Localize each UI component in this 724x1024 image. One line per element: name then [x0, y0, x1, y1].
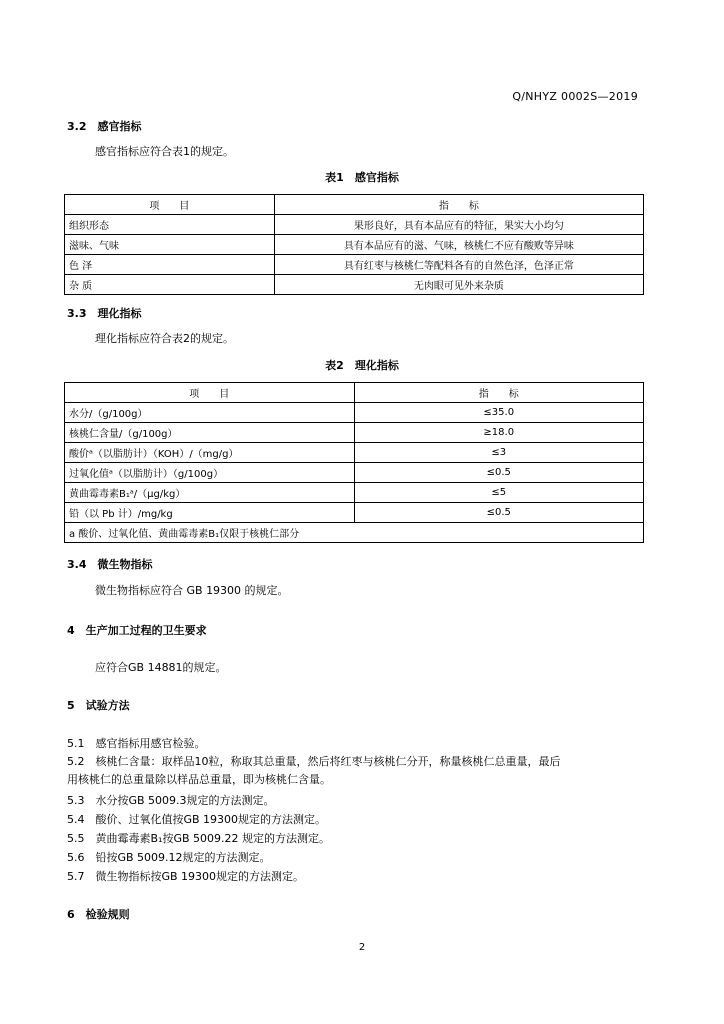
table-cell: 滋味、气味: [65, 235, 275, 255]
table-header-cell: 项 目: [65, 195, 275, 215]
table-cell: 具有本品应有的滋、气味，核桃仁不应有酸败等异味: [274, 235, 643, 255]
section-5-item: 5.5 黄曲霉毒素B₁按GB 5009.22 规定的方法测定。: [67, 832, 330, 845]
section-5-item: 5.7 微生物指标按GB 19300规定的方法测定。: [67, 870, 305, 883]
table-row: [65, 463, 644, 483]
table-cell: 组织形态: [65, 215, 275, 235]
table-row: [65, 483, 644, 503]
table2-caption: 表2 理化指标: [325, 359, 399, 372]
table-row: [65, 255, 644, 275]
table-row: [65, 503, 644, 523]
table-header-row: [65, 195, 644, 215]
table-note-row: [65, 523, 644, 543]
table-cell: ≤0.5: [354, 463, 643, 483]
table-header-cell: 指 标: [274, 195, 643, 215]
table1-caption: 表1 感官指标: [325, 171, 399, 184]
table-note: a 酸价、过氧化值、黄曲霉毒素B₁仅限于核桃仁部分: [65, 523, 644, 543]
table-header-cell: 项 目: [65, 383, 355, 403]
section-6-heading: 6 检验规则: [67, 908, 130, 921]
table2-physicochemical: [64, 382, 644, 543]
section-3-3-text: 理化指标应符合表2的规定。: [95, 332, 234, 345]
section-5-item: 5.3 水分按GB 5009.3规定的方法测定。: [67, 794, 275, 807]
table1-sensory: [64, 194, 644, 295]
table-cell: 杂 质: [65, 275, 275, 295]
table-cell: 黄曲霉毒素B₁ᵃ/（μg/kg）: [65, 483, 355, 503]
table-row: [65, 403, 644, 423]
table-cell: ≥18.0: [354, 423, 643, 443]
section-4-text: 应符合GB 14881的规定。: [95, 661, 227, 674]
section-3-4-heading: 3.4 微生物指标: [67, 558, 153, 571]
section-5-item: 用核桃仁的总重量除以样品总重量，即为核桃仁含量。: [67, 773, 331, 786]
table-cell: 色 泽: [65, 255, 275, 275]
table-row: [65, 215, 644, 235]
section-5-heading: 5 试验方法: [67, 699, 130, 712]
table-cell: 铅（以 Pb 计）/mg/kg: [65, 503, 355, 523]
section-5-item: 5.4 酸价、过氧化值按GB 19300规定的方法测定。: [67, 813, 327, 826]
section-3-2-heading: 3.2 感官指标: [67, 120, 142, 133]
table-cell: 无肉眼可见外来杂质: [274, 275, 643, 295]
table-cell: 酸价ᵃ（以脂肪计）（KOH）/（mg/g）: [65, 443, 355, 463]
table-cell: ≤5: [354, 483, 643, 503]
table-row: [65, 423, 644, 443]
section-3-3-heading: 3.3 理化指标: [67, 307, 142, 320]
table-cell: 果形良好，具有本品应有的特征，果实大小均匀: [274, 215, 643, 235]
table-cell: 过氧化值ᵃ（以脂肪计）（g/100g）: [65, 463, 355, 483]
table-header-cell: 指 标: [354, 383, 643, 403]
section-5-item: 5.1 感官指标用感官检验。: [67, 737, 206, 750]
page-number: 2: [358, 942, 366, 953]
section-5-item: 5.2 核桃仁含量：取样品10粒，称取其总重量，然后将红枣与核桃仁分开，称量核桃仁总重量，最后: [67, 755, 561, 768]
document-code: Q/NHYZ 0002S—2019: [512, 90, 638, 103]
table-cell: 具有红枣与核桃仁等配料各有的自然色泽，色泽正常: [274, 255, 643, 275]
table-header-row: [65, 383, 644, 403]
table-row: [65, 443, 644, 463]
table-row: [65, 275, 644, 295]
table-cell: 水分/（g/100g）: [65, 403, 355, 423]
section-5-item: 5.6 铅按GB 5009.12规定的方法测定。: [67, 851, 271, 864]
section-3-4-text: 微生物指标应符合 GB 19300 的规定。: [95, 584, 289, 597]
table-row: [65, 235, 644, 255]
table-cell: ≤3: [354, 443, 643, 463]
section-4-heading: 4 生产加工过程的卫生要求: [67, 624, 207, 637]
table-cell: ≤35.0: [354, 403, 643, 423]
table-cell: 核桃仁含量/（g/100g）: [65, 423, 355, 443]
section-3-2-text: 感官指标应符合表1的规定。: [95, 145, 234, 158]
table-cell: ≤0.5: [354, 503, 643, 523]
